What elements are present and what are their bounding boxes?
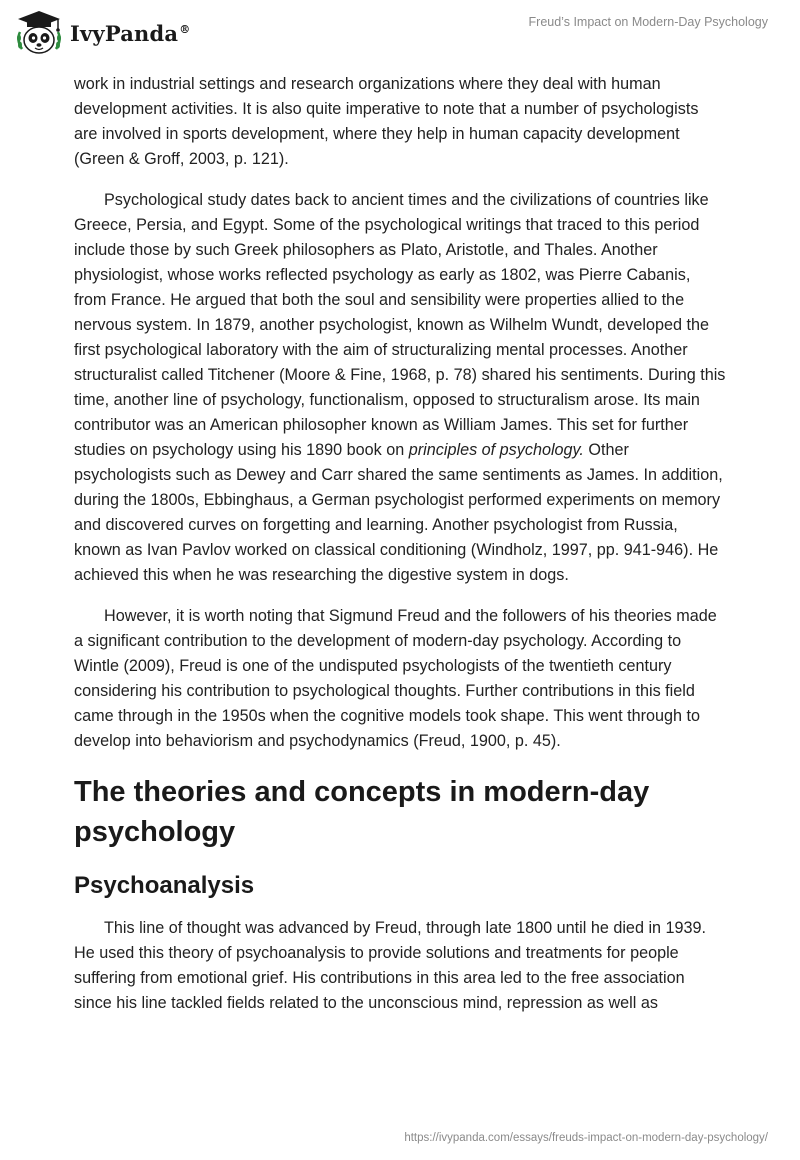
paragraph-2-text-a: Psychological study dates back to ancient times and the civilizations of countries like Greece, Persia, and Egypt. Some of the psychological writings that traced to this period include those by such Greek philosophers as Plato, Aristotle, and Thales. Another physiologist, whose works reflected psychology as early as 1802, was Pierre Cabanis, from France. He argued that both the soul and sensibility were properties allied to the nervous system. In 1879, another psychologist, known as Wilhelm Wundt, developed the first psychological laboratory with the aim of structuralizing mental processes. Another structuralist called Titchener (Moore & Fine, 1968, p. 78) shared his sentiments. During this time, another line of psychology, functionalism, opposed to structuralism arose. Its main contributor was an American philosopher known as William James. This set for further studies on psychology using his 1890 book on [74, 191, 726, 459]
page-url[interactable]: https://ivypanda.com/essays/freuds-impact-on-modern-day-psychology/ [404, 1132, 768, 1144]
paragraph-3: However, it is worth noting that Sigmund Freud and the followers of his theories made a significant contribution to the development of modern-day psychology. According to Wintle (2009), Freud is one of the undisputed psychologists of the twentieth century considering his contribution to psychological thoughts. Further contributions in this field came through in the 1950s when the cognitive models took shape. This went through to develop into behaviorism and psychodynamics (Freud, 1900, p. 45). [74, 607, 717, 750]
panda-graduate-icon [14, 8, 64, 58]
essay-content [74, 72, 726, 1032]
logo[interactable] [14, 8, 190, 58]
paragraph-2-text-b: Other psychologists such as Dewey and Carr shared the same sentiments as James. In addition, during the 1800s, Ebbinghaus, a German psychologist performed experiments on memory and discovered curves on forgetting and learning. Another psychologist from Russia, known as Ivan Pavlov worked on classical conditioning (Windholz, 1997, pp. 941-946). He achieved this when he was researching the digestive system in dogs. [74, 441, 723, 584]
brand-name: IvyPanda® [70, 20, 191, 46]
section-heading: The theories and concepts in modern-day psychology [74, 776, 650, 848]
subsection-heading: Psychoanalysis [74, 872, 255, 899]
document-title: Freud’s Impact on Modern-Day Psychology [528, 15, 768, 29]
paragraph-2 [74, 188, 726, 588]
page-header [0, 0, 800, 70]
book-title: principles of psychology. [408, 441, 584, 459]
registered-mark: ® [179, 22, 191, 36]
paragraph-4: This line of thought was advanced by Freud, through late 1800 until he died in 1939. He used this theory of psychoanalysis to provide solutions and treatments for people suffering from emotional grief. His contributions in this area led to the free association since his line tackled fields related to the unconscious mind, repression as well as [74, 919, 707, 1012]
paragraph-1: work in industrial settings and research organizations where they deal with human development activities. It is also quite imperative to note that a number of psychologists are involved in sports development, where they help in human capacity development (Green & Groff, 2003, p. 121). [74, 75, 699, 168]
